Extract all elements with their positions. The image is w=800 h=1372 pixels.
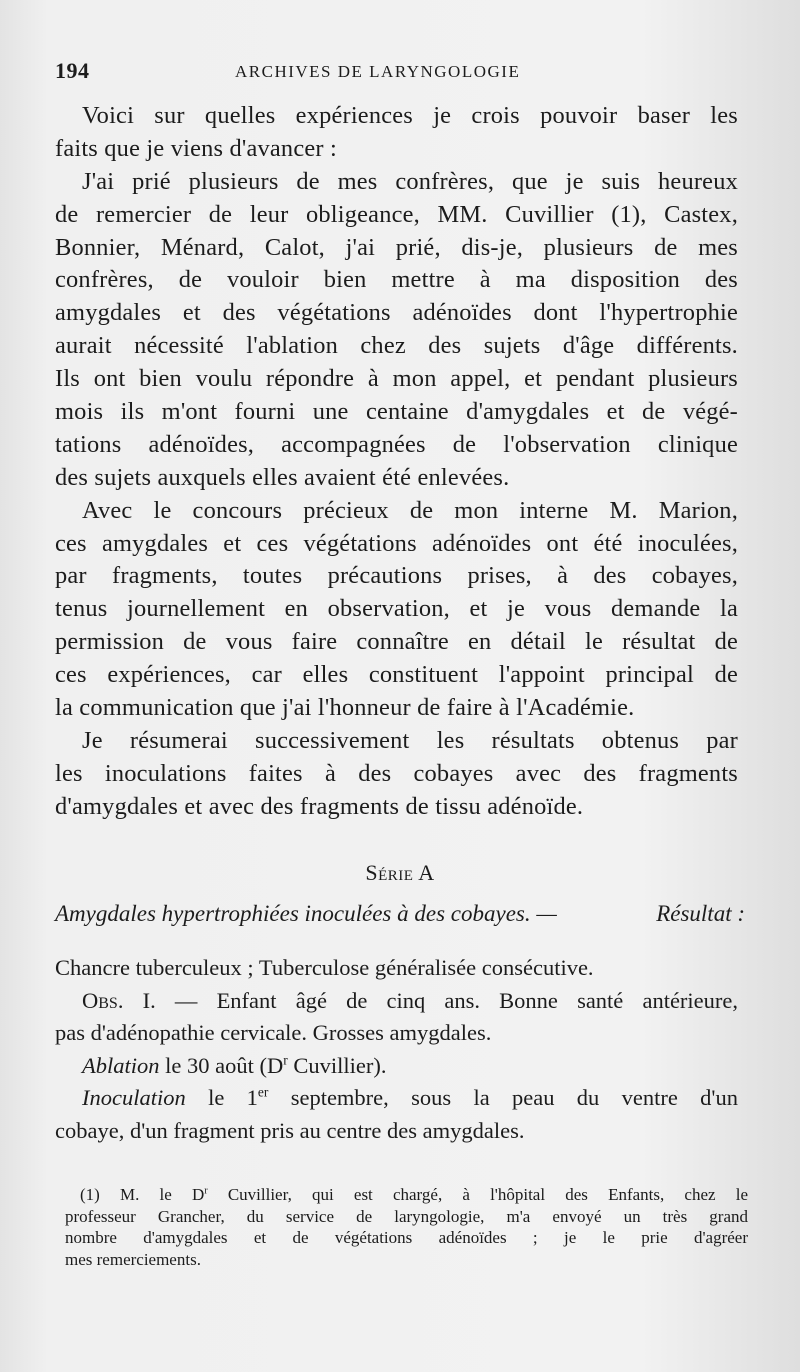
series-subtitle-text: Amygdales hypertrophiées inoculées à des cobayes. — bbox=[55, 901, 557, 926]
text-line: Je résumerai successivement les résultats obtenus par bbox=[82, 726, 738, 754]
text-line: ces amygdales et ces végétations adénoïdes ont été inoculées, bbox=[55, 529, 738, 557]
text-line: Bonnier, Ménard, Calot, j'ai prié, dis-je, plusieurs de mes bbox=[55, 233, 738, 261]
body-text bbox=[55, 100, 738, 824]
text-line: tations adénoïdes, accompagnées de l'observation clinique bbox=[55, 430, 738, 458]
text-line: mois ils m'ont fourni une centaine d'amygdales et de végé- bbox=[55, 398, 738, 426]
text-line: faits que je viens d'avancer : bbox=[55, 134, 337, 162]
text-line: Avec le concours précieux de mon interne M. Marion, bbox=[82, 496, 738, 524]
text-line: de remercier de leur obligeance, MM. Cuvillier (1), Castex, bbox=[55, 200, 738, 228]
text-line: d'amygdales et avec des fragments de tissu adénoïde. bbox=[55, 792, 584, 820]
inoculation-sup: er bbox=[257, 1084, 269, 1100]
resultat-label: Résultat : bbox=[656, 901, 745, 926]
ablation-text-a: le 30 août (D bbox=[165, 1052, 284, 1078]
text-line: par fragments, toutes précautions prises, à des cobayes, bbox=[55, 562, 738, 590]
ablation-line bbox=[55, 1050, 738, 1083]
text-line: J'ai prié plusieurs de mes confrères, que je suis heureux bbox=[82, 167, 738, 195]
text-line: Ils ont bien voulu répondre à mon appel, et pendant plusieurs bbox=[55, 365, 738, 393]
inoculation-label: Inoculation bbox=[82, 1085, 186, 1110]
inoculation-line bbox=[55, 1082, 738, 1115]
text-line: des sujets auxquels elles avaient été enlevées. bbox=[55, 463, 510, 491]
inoculation-text-a: le 1 bbox=[208, 1085, 258, 1110]
running-head: ARCHIVES DE LARYNGOLOGIE bbox=[235, 62, 521, 81]
footnote-line: professeur Grancher, du service de laryngologie, m'a envoyé un très grand bbox=[65, 1206, 748, 1226]
obs-label: Obs. I. bbox=[82, 987, 156, 1013]
observation-block bbox=[55, 952, 738, 1147]
text-line: permission de vous faire connaître en détail le résultat de bbox=[55, 628, 738, 656]
text-line: les inoculations faites à des cobayes avec des fragments bbox=[55, 759, 738, 787]
footnote-sup: r bbox=[204, 1185, 208, 1197]
footnote-text-b: Cuvillier, qui est chargé, à l'hôpital des Enfants, chez le bbox=[207, 1185, 748, 1204]
obs-line: pas d'adénopathie cervicale. Grosses amygdales. bbox=[55, 1020, 492, 1045]
footnote-line: mes remerciements. bbox=[65, 1249, 201, 1269]
text-line: ces expériences, car elles constituent l'appoint principal de bbox=[55, 661, 738, 689]
text-line: confrères, de vouloir bien mettre à ma disposition des bbox=[55, 266, 738, 294]
ablation-sup: r bbox=[283, 1052, 288, 1067]
page-header bbox=[55, 58, 745, 88]
footnote-line: nombre d'amygdales et de végétations adénoïdes ; je le prie d'agréer bbox=[65, 1228, 748, 1247]
ablation-label: Ablation bbox=[82, 1052, 160, 1078]
obs-line: cobaye, d'un fragment pris au centre des amygdales. bbox=[55, 1117, 525, 1143]
series-subtitle bbox=[55, 898, 745, 930]
series-heading: Série A bbox=[365, 860, 435, 885]
text-line: amygdales et des végétations adénoïdes dont l'hypertrophie bbox=[55, 299, 738, 327]
footnote-text-a: (1) M. le D bbox=[80, 1185, 205, 1204]
text-line: aurait nécessité l'ablation chez des sujets d'âge différents. bbox=[55, 332, 738, 360]
text-line: la communication que j'ai l'honneur de faire à l'Académie. bbox=[55, 694, 635, 722]
obs-line bbox=[55, 985, 738, 1018]
footnote-line bbox=[65, 1184, 748, 1206]
obs-text: — Enfant âgé de cinq ans. Bonne santé antérieure, bbox=[174, 987, 738, 1013]
page-number: 194 bbox=[55, 58, 90, 83]
result-line: Chancre tuberculeux ; Tuberculose généralisée consécutive. bbox=[55, 955, 594, 980]
text-line: tenus journellement en observation, et je vous demande la bbox=[55, 595, 738, 623]
footnote bbox=[65, 1184, 748, 1270]
ablation-text-b: Cuvillier). bbox=[287, 1052, 387, 1078]
inoculation-text-b: septembre, sous la peau du ventre d'un bbox=[268, 1085, 738, 1110]
text-line: Voici sur quelles expériences je crois pouvoir baser les bbox=[82, 102, 738, 129]
